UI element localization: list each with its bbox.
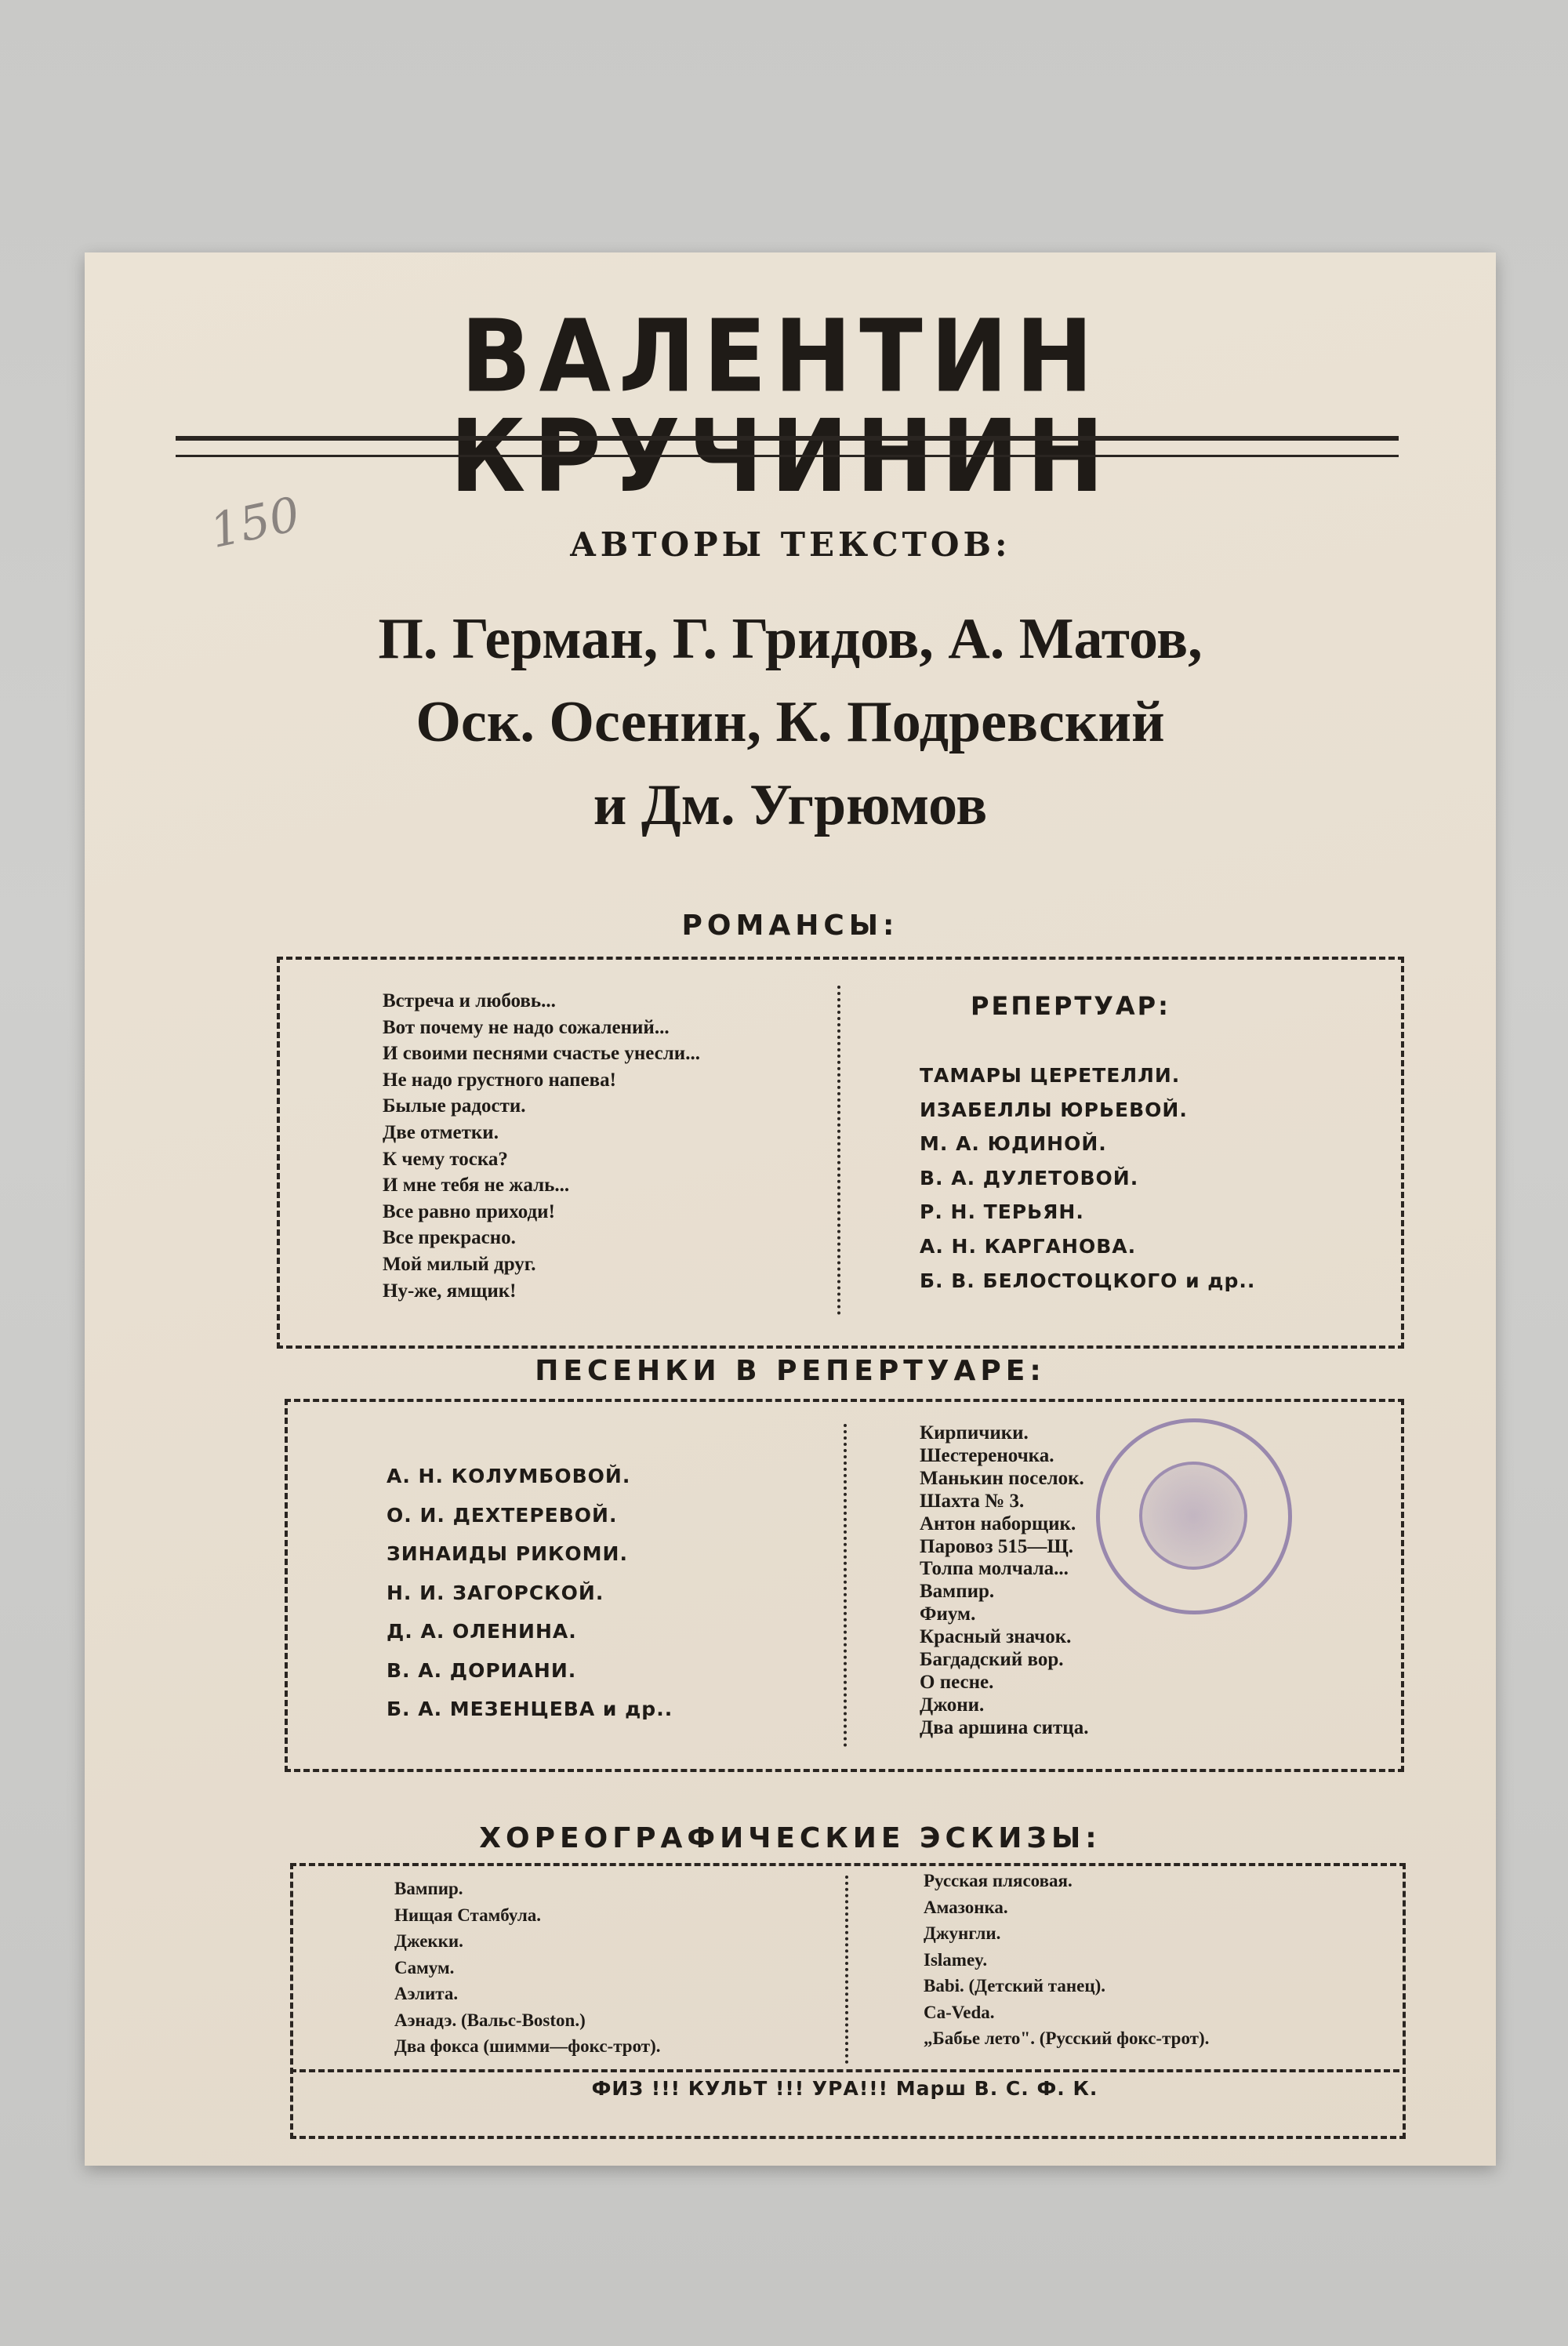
main-title: ВАЛЕНТИН КРУЧИНИН [449,297,1112,515]
list-item: Нищая Стамбула. [394,1905,542,1925]
list-item: Шахта № 3. [920,1490,1025,1512]
choreographic-right-list [924,1868,1209,2052]
list-item: Б. А. МЕЗЕНЦЕВА и др.. [387,1698,673,1720]
list-item: ТАМАРЫ ЦЕРЕТЕЛЛИ. [920,1064,1181,1087]
romances-song-list [383,988,700,1304]
sheet-music-cover [85,252,1496,2166]
list-item: О. И. ДЕХТЕРЕВОЙ. [387,1503,618,1527]
romances-divider [837,986,840,1315]
list-item: И своими песнями счастье унесли... [383,1043,700,1065]
choreographic-left-list [394,1876,660,2060]
list-item: Не надо грустного напева! [383,1069,616,1091]
list-item: Вампир. [920,1581,995,1603]
list-item: „Бабье лето". (Русский фокс-трот). [924,2028,1210,2048]
list-item: Д. А. ОЛЕНИНА. [387,1620,577,1643]
list-item: ИЗАБЕЛЛЫ ЮРЬЕВОЙ. [920,1098,1188,1121]
list-item: Самум. [394,1957,455,1977]
performers-list [387,1457,673,1729]
list-item: А. Н. КАРГАНОВА. [920,1234,1137,1258]
list-item: К чему тоска? [383,1148,508,1170]
list-item: Фиум. [920,1603,976,1625]
list-item: Р. Н. ТЕРЬЯН. [920,1200,1084,1224]
footer-divider [290,2069,1399,2072]
list-item: Джони. [920,1694,985,1716]
choreographic-heading: ХОРЕОГРАФИЧЕСКИЕ ЭСКИЗЫ: [479,1822,1102,1854]
list-item: Шестереночка. [920,1444,1054,1466]
footer-march: ФИЗ !!! КУЛЬТ !!! УРА!!! Марш В. С. Ф. К. [591,2077,1098,2100]
list-item: Аэлита. [394,1984,459,2003]
list-item: Антон наборщик. [920,1513,1076,1534]
list-item: Все прекрасно. [383,1227,516,1249]
list-item: Джунгли. [924,1923,1001,1943]
list-item: Ca-Veda. [924,2002,995,2022]
list-item: Islamey. [924,1949,988,1970]
list-item: Babi. (Детский танец). [924,1976,1105,1996]
list-item: Вампир. [394,1879,463,1898]
list-item: Два фокса (шимми—фокс-трот). [394,2036,661,2056]
list-item: А. Н. КОЛУМБОВОЙ. [387,1465,631,1487]
songs-list [920,1422,1088,1740]
list-item: В. А. ДОРИАНИ. [387,1658,577,1682]
list-item: Русская плясовая. [924,1871,1073,1890]
list-item: Толпа молчала... [920,1558,1069,1580]
handwritten-note: 150 [205,486,305,560]
list-item: Кирпичики. [920,1422,1029,1444]
list-item: Джекки. [394,1931,463,1951]
repertoire-list [920,1059,1255,1298]
list-item: Паровоз 515—Щ. [920,1535,1074,1557]
list-item: Былые радости. [383,1095,526,1117]
authors-line: П. Герман, Г. Гридов, А. Матов, [378,607,1203,671]
list-item: В. А. ДУЛЕТОВОЙ. [920,1166,1139,1189]
romances-heading: РОМАНСЫ: [681,910,899,942]
authors-block [85,597,1496,847]
list-item: Багдадский вор. [920,1649,1064,1671]
choreographic-divider [845,1876,848,2064]
authors-label: АВТОРЫ ТЕКСТОВ: [569,525,1011,564]
list-item: Манькин поселок. [920,1467,1084,1489]
stamp-emblem [1139,1462,1247,1570]
library-stamp [1096,1418,1292,1614]
list-item: Ну-же, ямщик! [383,1280,517,1302]
list-item: Два аршина ситца. [920,1716,1089,1738]
list-item: О песне. [920,1671,994,1693]
repertoire-heading: РЕПЕРТУАР: [971,991,1171,1021]
list-item: Мой милый друг. [383,1253,536,1275]
list-item: Н. И. ЗАГОРСКОЙ. [387,1581,604,1604]
list-item: Красный значок. [920,1626,1072,1648]
list-item: Вот почему не надо сожалений... [383,1016,670,1038]
list-item: И мне тебя не жаль... [383,1175,570,1197]
songs-divider [844,1424,847,1747]
list-item: Б. В. БЕЛОСТОЦКОГО и др.. [920,1269,1256,1292]
songs-heading: ПЕСЕНКИ В РЕПЕРТУАРЕ: [535,1355,1046,1387]
list-item: Все равно приходи! [383,1200,555,1222]
list-item: Две отметки. [383,1121,499,1143]
list-item: Встреча и любовь... [383,990,556,1011]
list-item: Амазонка. [924,1897,1008,1917]
title-rule [176,436,1399,457]
list-item: Аэнадэ. (Вальс-Boston.) [394,2010,586,2030]
authors-line: Оск. Осенин, К. Подревский [416,690,1165,754]
authors-line: и Дм. Угрюмов [593,773,988,837]
list-item: ЗИНАИДЫ РИКОМИ. [387,1542,628,1565]
list-item: М. А. ЮДИНОЙ. [920,1132,1107,1156]
